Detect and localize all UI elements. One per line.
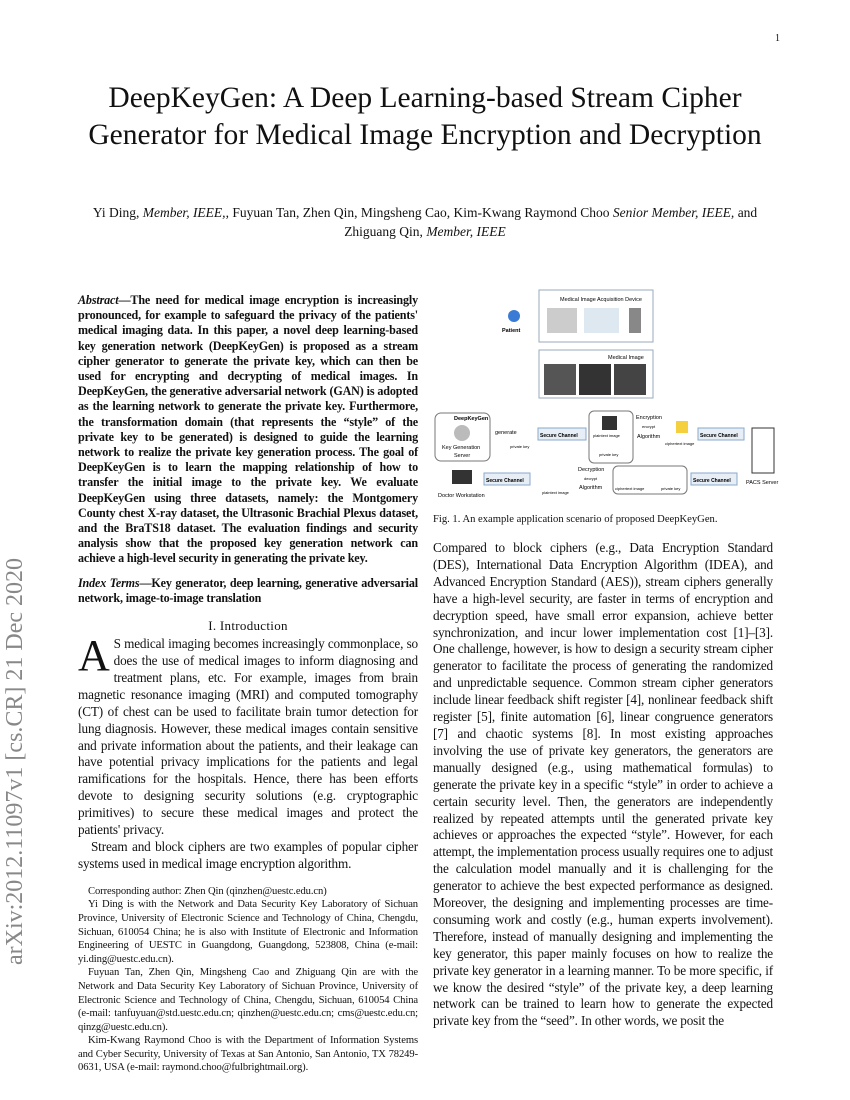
ultrasound-icon [629, 308, 641, 333]
pacs-label: PACS Server [746, 480, 779, 486]
encrypt-label: encrypt [642, 424, 656, 429]
decryption-label: Decryption [578, 467, 605, 473]
kgs-label: Key Generation [442, 445, 481, 451]
left-column [78, 293, 418, 1075]
footnote: Yi Ding is with the Network and Data Security Key Laboratory of Sichuan Province, University of Electronic Science and Technology of China, Chengdu, Sichuan, 610054 China; he is also with Institute of Electronic and Information Engineering of UESTC in Guangdong, Guangdong, 523808, China (e-mail: yi.ding@uestc.edu.cn). [78, 899, 418, 965]
xray-machine-icon [547, 308, 577, 333]
patient-icon [508, 310, 520, 322]
introduction [78, 631, 418, 873]
footnote: Kim-Kwang Raymond Choo is with the Department of Information Systems and Cyber Security, University of Texas at San Antonio, San Antonio, TX 78249-0631, USA (e-mail: raymond.choo@fulbrightmail.org). [78, 1035, 418, 1074]
index-terms-text: —Key generator, deep learning, generative adversarial network, image-to-image translation [78, 575, 418, 605]
plaintext-label: plaintext image [593, 433, 620, 438]
pacs-server-icon [752, 428, 774, 473]
secure-channel-label: Secure Channel [540, 433, 578, 439]
secure-channel-label: Secure Channel [486, 478, 524, 484]
secure-channel-label: Secure Channel [693, 478, 731, 484]
brain-mri-image [579, 364, 611, 395]
decrypt-label: decrypt [584, 476, 598, 481]
secure-channel-label: Secure Channel [700, 433, 738, 439]
paragraph: Stream and block ciphers are two examples of popular cipher systems used in medical image encryption algorithm. [78, 838, 418, 871]
author-affil: Member, IEEE, [142, 205, 226, 220]
private-key-label: private key [510, 444, 530, 449]
index-terms [78, 576, 418, 606]
abstract-text: —The need for medical image encryption is increasingly pronounced, for example to safeguard the privacy of the patients' medical imaging data. In this paper, a novel deep learning-based key generation network (DeepKeyGen) is proposed as a stream cipher generator to generate the private key, which can then be used for encrypting and decrypting of medical images. In DeepKeyGen, the generative adversarial network (GAN) is adopted as the learning network to generate the private key. Furthermore, the transformation domain (that represents the “style” of the private key to be generated) is designed to guide the learning network to realize the private key generation process. The goal of DeepKeyGen is to learn the mapping relationship of how to transfer the initial image to the private key. We evaluate DeepKeyGen using three datasets, namely: the Montgomery County chest X-ray dataset, the Ultrasonic Brachial Plexus dataset, and the BraTS18 dataset. The evaluation findings and security analysis show that the proposed key generation network can achieve a high-level security in generating the private key. [78, 293, 418, 566]
doctor-label: Doctor Workstation [438, 493, 485, 499]
section-heading: I. Introduction [208, 618, 288, 634]
ciphertext-label: ciphertext image [665, 441, 695, 446]
author-text: and Zhiguang Qin, [344, 205, 758, 239]
page-number: 1 [775, 33, 780, 44]
index-terms-label: Index Terms [78, 575, 140, 590]
figure-1-diagram [432, 288, 792, 500]
drop-cap: A [78, 631, 110, 681]
algorithm-label: Algorithm [579, 485, 603, 491]
server-label: Server [454, 453, 471, 459]
figure-caption: Fig. 1. An example application scenario of proposed DeepKeyGen. [433, 514, 718, 525]
xray-image [544, 364, 576, 395]
algorithm-label: Algorithm [637, 434, 661, 440]
paragraph: Compared to block ciphers (e.g., Data Encryption Standard (DES), International Data Encryption Algorithm (IDEA), and Advanced Encryption Standard (AES)), stream ciphers generally have a high-level security, are faster in terms of encryption and decryption speed, have small error expansion, achieve better synchronization, and incur lower implementation cost [1]–[3]. One challenge, however, is how to design a security stream cipher generator to facilitate the process of generating the randomized and unpredictable sequence. Common stream cipher generators include linear feedback shift register [4], nonlinear feedback shift register [5], finite automation [6], linear congruence generators [7] and chaotic systems [8]. In most existing approaches involving the use of private key generators, the generators are manually designed (e.g., using mathematical formulas) to generate the private key in a specific “style” in order to achieve a certain security level. Then, the generators are independently realized by repeated attempts until the generated private key achieves or approaches the expected “style”. However, for each attempt, the implementation process usually requires one to adjust the calculation model manually and it is challenging for the generator to achieve the best expected performance as designed. Moreover, the designing and implementing processes are time-consuming work and costly (e.g., human experts involvement). Therefore, instead of manually designing and implementing the key generator, this paper mainly focuses on how to realize the private key generator in a learning manner. To be more specific, if we know the desired “style” of the private key, a deep learning network can be trained to learn how to generate the expected private key from the “seed”. In other words, we posit the [433, 540, 773, 1029]
private-key-label: private key [661, 486, 681, 491]
generate-label: generate [495, 430, 517, 436]
mri-machine-icon [584, 308, 619, 333]
author-list [80, 203, 770, 241]
abstract [78, 293, 418, 567]
footnote: Corresponding author: Zhen Qin (qinzhen@uestc.edu.cn) [88, 885, 327, 897]
paragraph: S medical imaging becomes increasingly commonplace, so does the use of medical images to inform diagnosing and treatment plans, etc. For example, images from brain magnetic resonance imaging (MRI) and computed tomography (CT) of chest can be used to facilitate brain tumor detection for lung diagnosis. However, these medical images contain sensitive and private information about the patients, and their leakage can have potential privacy implications for the patients and legal ramifications for the hospitals. Hence, there has been efforts devote to designing security solutions (e.g. cryptographic primitives) to secure these medical images and protect the patients' privacy. [78, 636, 418, 838]
plaintext-label: plaintext image [542, 490, 569, 495]
database-icon [454, 425, 470, 441]
footnote: Fuyuan Tan, Zhen Qin, Mingsheng Cao and Zhiguang Qin are with the Network and Data Security Key Laboratory of Sichuan Province, University of Electronic Science and Technology of China, Chengdu, Sichuan, 610054 China (e-mail: tanfuyuan@std.uestc.edu.cn; qinzhen@uestc.edu.cn; cms@uestc.edu.cn; qinzg@uestc.edu.cn). [78, 967, 418, 1033]
medical-image-label: Medical Image [608, 355, 644, 361]
abstract-label: Abstract [78, 293, 119, 307]
body-text-right [433, 540, 773, 1030]
workstation-icon [452, 470, 472, 484]
footnotes [78, 873, 418, 1075]
ciphertext-label: ciphertext image [615, 486, 645, 491]
patient-label: Patient [502, 328, 521, 334]
arxiv-watermark: arXiv:2012.11097v1 [cs.CR] 21 Dec 2020 [2, 557, 28, 965]
lock-icon [676, 421, 688, 433]
ultrasound-image [614, 364, 646, 395]
author-affil: Senior Member, IEEE, [612, 205, 735, 220]
paper-title: DeepKeyGen: A Deep Learning-based Stream Cipher Generator for Medical Image Encryption and Decryption [88, 82, 762, 151]
deepkeygen-label: DeepKeyGen [454, 416, 489, 422]
acquisition-label: Medical Image Acquisition Device [560, 297, 642, 303]
author-text: Yi Ding, [92, 205, 143, 220]
author-affil: Member, IEEE [426, 224, 506, 239]
private-key-label: private key [599, 452, 619, 457]
encryption-label: Encryption [636, 415, 662, 421]
plaintext-image-icon [602, 416, 617, 430]
author-text: , Fuyuan Tan, Zhen Qin, Mingsheng Cao, Kim-Kwang Raymond Choo [225, 205, 613, 220]
